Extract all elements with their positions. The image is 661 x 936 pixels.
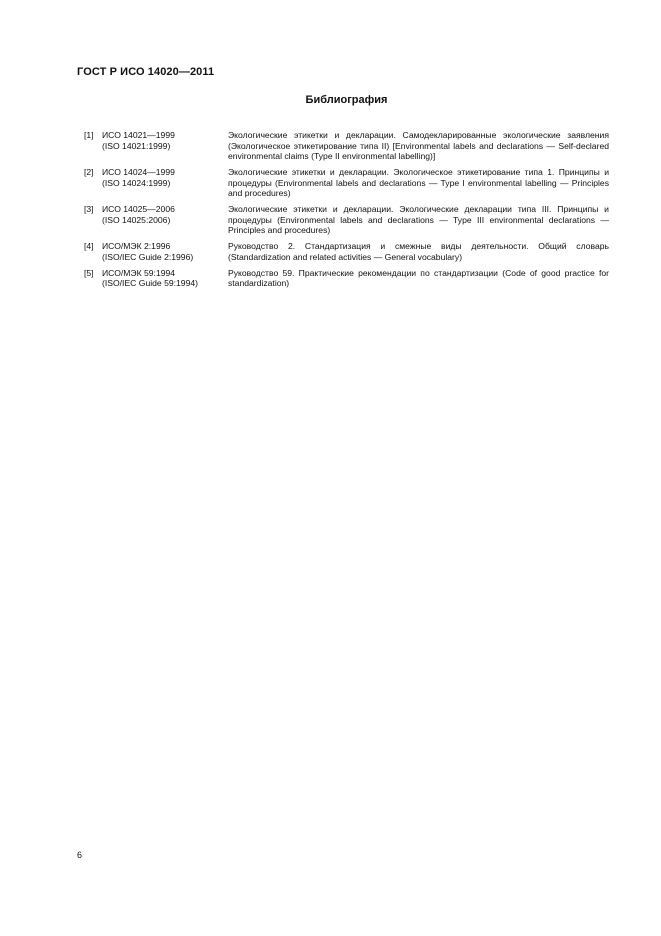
entry-reference-en: (ISO/IEC Guide 59:1994) (102, 278, 199, 288)
entry-number: [4] (84, 241, 94, 251)
bibliography-entry (84, 241, 609, 262)
entry-reference-ru: ИСО/МЭК 59:1994 (102, 267, 176, 278)
entry-reference (102, 268, 228, 289)
entry-description: Руководство 59. Практические рекомендации по стандартизации (Code of good practice for standardization) (228, 267, 609, 288)
entry-reference-ru: ИСО 14025—2006 (102, 204, 175, 214)
entry-number: [3] (84, 204, 94, 214)
entry-description: Экологические этикетки и декларации. Экологические декларации типа III. Принципы и процедуры (Environmental labels and declarations — Type III environmental declarations — Principles and procedures) (228, 204, 609, 235)
bibliography-entry (84, 268, 609, 289)
page-number: 6 (77, 850, 83, 860)
entry-description: Экологические этикетки и декларации. Экологическое этикетирование типа 1. Принципы и процедуры (Environmental labels and declarations — Type I environmental labelling — Principles and procedures) (228, 167, 609, 198)
entry-reference-en: (ISO 14025:2006) (102, 214, 171, 225)
entry-number: [5] (84, 267, 94, 278)
entry-reference-ru: ИСО 14024—1999 (102, 167, 175, 177)
bibliography-list (84, 130, 609, 294)
entry-description: Руководство 2. Стандартизация и смежные виды деятельности. Общий словарь (Standardization and related activities — General vocabulary) (228, 241, 609, 262)
entry-reference-en: (ISO 14021:1999) (102, 140, 171, 151)
entry-number: [1] (84, 130, 94, 140)
entry-number: [2] (84, 167, 94, 177)
entry-reference-en: (ISO/IEC Guide 2:1996) (102, 251, 194, 262)
entry-reference-ru: ИСО 14021—1999 (102, 130, 175, 140)
document-code-header: ГОСТ Р ИСО 14020—2011 (77, 66, 215, 78)
entry-reference (102, 167, 228, 199)
entry-description: Экологические этикетки и декларации. Самодекларированные экологические заявления (Экологическое этикетирование типа II) [Environmental labels and declarations — Self-declared environmental claims (Type II environmental labelling)] (228, 130, 609, 161)
entry-reference-ru: ИСО/МЭК 2:1996 (102, 241, 171, 251)
entry-reference (102, 204, 228, 236)
bibliography-entry (84, 167, 609, 199)
entry-reference-en: (ISO 14024:1999) (102, 177, 171, 188)
entry-reference (102, 241, 228, 262)
entry-reference (102, 130, 228, 162)
bibliography-entry (84, 130, 609, 162)
bibliography-entry (84, 204, 609, 236)
bibliography-title: Библиография (305, 94, 388, 106)
